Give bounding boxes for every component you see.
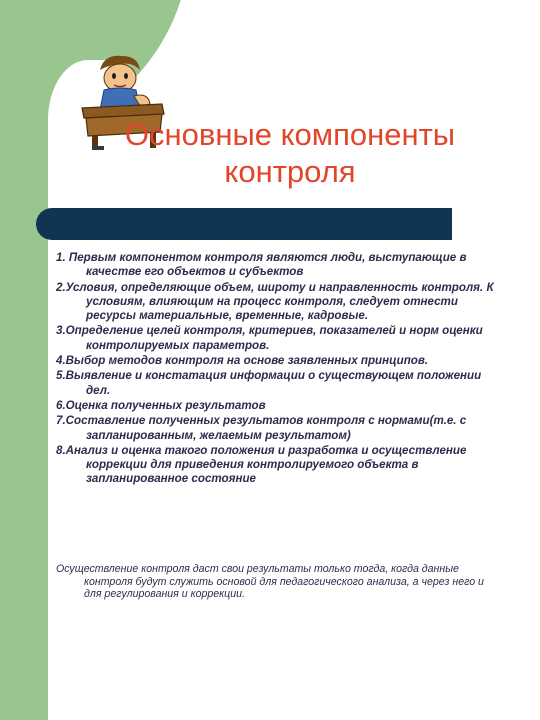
list-item: 8.Анализ и оценка такого положения и разработка и осуществление коррекции для приведения контролируемого объекта в запланированное состояние <box>56 443 467 486</box>
component-list <box>56 251 498 488</box>
list-item: 2.Условия, определяющие объем, широту и направленность контроля. К условиям, влияющим на процесс контроля, следует отнести ресурсы материальные, временные, кадровые. <box>56 280 494 322</box>
list-item: 4.Выбор методов контроля на основе заявленных принципов. <box>56 353 429 367</box>
decorative-navy-band <box>36 208 452 240</box>
slide-title-line-1: Основные компоненты <box>124 117 456 152</box>
list-item: 3.Определение целей контроля, критериев, показателей и норм оценки контролируемых параметров. <box>56 324 483 352</box>
conclusion-note: Осуществление контроля даст свои результаты только тогда, когда данные контроля будут служить основой для педагогического анализа, а через него и для регулирования и коррекции. <box>56 563 484 601</box>
list-item: 6.Оценка полученных результатов <box>56 398 266 412</box>
slide-title <box>60 116 520 190</box>
list-item: 5.Выявление и констатация информации о существующем положении дел. <box>56 369 482 397</box>
list-item: 1. Первым компонентом контроля являются люди, выступающие в качестве его объектов и субъектов <box>56 251 467 279</box>
list-item: 7.Составление полученных результатов контроля с нормами(т.е. с запланированным, желаемым результатом) <box>56 414 467 442</box>
slide-title-line-2: контроля <box>224 154 356 189</box>
